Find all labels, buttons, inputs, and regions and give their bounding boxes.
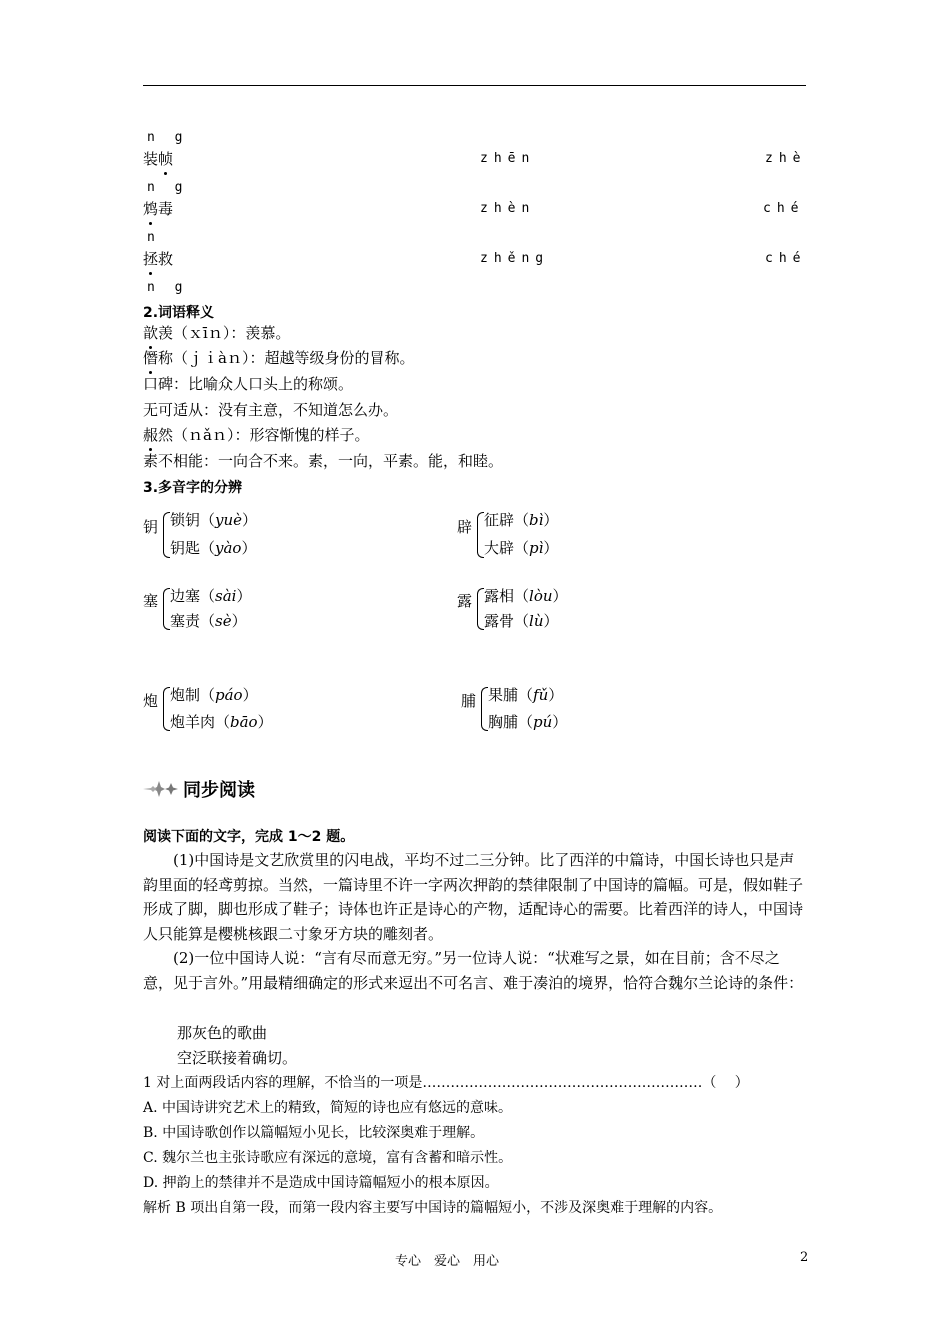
- polyphone-group: [461, 683, 661, 739]
- pinyin-cell: ché: [763, 201, 805, 216]
- poem-line: 空泛联接着确切。: [177, 1049, 298, 1067]
- pinyin-fragment: n g: [147, 130, 189, 145]
- option-b: B. 中国诗歌创作以篇幅短小见长，比较深奥难于理解。: [143, 1125, 485, 1141]
- polyphone-item: 征辟（bì）: [484, 511, 559, 529]
- reading-instruction: 阅读下面的文字，完成 1～2 题。: [143, 829, 355, 845]
- polyphone-item: 边塞（sài）: [170, 587, 252, 605]
- reading-paragraph-1: (1)中国诗是文艺欣赏里的闪电战，平均不过二三分钟。比了西洋的中篇诗，中国长诗也只是声韵里面的轻鸢剪掠。当然，一篇诗里不许一字两次押韵的禁律限制了中国诗的篇幅。可是，假如鞋子形成了脚，脚也形成了鞋子；诗体也许正是诗心的产物，适配诗心的需要。比着西洋的诗人，中国诗人只能算是樱桃核跟二寸象牙方块的雕刻者。: [143, 851, 804, 943]
- definition-line: [143, 424, 369, 446]
- polyphone-group: [457, 584, 657, 636]
- pinyin-cell: ché: [765, 251, 807, 266]
- sparkle-icon: [143, 779, 179, 799]
- polyphone-char: 辟: [457, 518, 473, 536]
- definition-line: 素不相能：一向合不来。素，一向，平素。能，和睦。: [143, 452, 504, 470]
- header-rule: [143, 85, 806, 86]
- dotted-char: 歆: [143, 324, 159, 342]
- dotted-char: 鸩: [143, 200, 159, 218]
- word-zhuangzhen: 装帧: [143, 150, 174, 168]
- polyphone-item: 胸脯（pú）: [488, 713, 568, 731]
- option-c: C. 魏尔兰也主张诗歌应有深远的意境，富有含蓄和暗示性。: [143, 1150, 513, 1166]
- brace: [477, 512, 484, 558]
- reading-title-text: 同步阅读: [183, 780, 255, 801]
- definition-line: 无可适从：没有主意，不知道怎么办。: [143, 401, 399, 419]
- polyphone-item: 炮制（páo）: [170, 686, 258, 704]
- reading-paragraph-2: (2)一位中国诗人说：“言有尽而意无穷。”另一位诗人说：“状难写之景，如在目前；含不尽之意，见于言外。”用最精细确定的形式来逗出不可名言、难于凑泊的境界，恰符合魏尔兰论诗的条件：: [143, 949, 804, 992]
- dotted-char: 拯: [143, 250, 159, 268]
- polyphone-char: 脯: [461, 692, 477, 710]
- word-zhendu: 鸩毒: [143, 200, 174, 218]
- brace: [163, 687, 170, 731]
- reading-section-title: [143, 776, 255, 802]
- brace: [163, 512, 170, 558]
- question-1: 1 对上面两段话内容的理解，不恰当的一项是……………………………………………………（ ）: [143, 1075, 749, 1091]
- polyphone-item: 炮羊肉（bāo）: [170, 713, 273, 731]
- pinyin-cell: zhèn: [480, 201, 536, 216]
- section-heading: 2.词语释义: [143, 305, 215, 321]
- polyphone-char: 塞: [143, 592, 159, 610]
- dotted-char: 赧: [143, 426, 159, 444]
- polyphone-group: [143, 683, 343, 739]
- polyphone-group: [143, 584, 343, 636]
- definition-text: 称（ｊｉàｎ）：超越等级身份的冒称。: [158, 349, 415, 367]
- pinyin-cell: zhěng: [480, 251, 550, 266]
- definition-text: 羡（ｘīｎ）：羡慕。: [158, 324, 291, 342]
- poem-line: 那灰色的歌曲: [177, 1024, 268, 1042]
- option-a: A. 中国诗讲究艺术上的精致，简短的诗也应有悠远的意味。: [143, 1100, 513, 1116]
- definition-text: 然（ｎǎｎ）：形容惭愧的样子。: [158, 426, 370, 444]
- polyphone-char: 钥: [143, 518, 159, 536]
- dotted-char: 僭: [143, 349, 159, 367]
- brace: [481, 687, 488, 731]
- footer-motto: 专心 爱心 用心: [395, 1254, 500, 1269]
- pinyin-cell: zhēn: [480, 151, 536, 166]
- polyphone-item: 露骨（lù）: [484, 612, 559, 630]
- page-number: 2: [800, 1250, 809, 1265]
- pinyin-fragment: n g: [147, 280, 189, 295]
- section-heading: 3.多音字的分辨: [143, 480, 243, 496]
- polyphone-group: [457, 508, 657, 564]
- brace: [163, 588, 170, 630]
- definition-line: [143, 347, 414, 369]
- polyphone-item: 大辟（pì）: [484, 539, 559, 557]
- brace: [477, 588, 484, 630]
- polyphone-group: [143, 508, 343, 564]
- word-zhengjiu: 拯救: [143, 250, 174, 268]
- analysis: 解析 B 项出自第一段，而第一段内容主要写中国诗的篇幅短小，不涉及深奥难于理解的内容。: [143, 1200, 723, 1216]
- pinyin-fragment: n g: [147, 180, 189, 195]
- polyphone-item: 锁钥（yuè）: [170, 511, 258, 529]
- pinyin-fragment: n: [147, 230, 161, 245]
- polyphone-item: 果脯（fǔ）: [488, 686, 564, 704]
- option-d: D. 押韵上的禁律并不是造成中国诗篇幅短小的根本原因。: [143, 1175, 499, 1191]
- definition-line: [143, 322, 290, 344]
- dotted-char: 帧: [158, 150, 174, 168]
- polyphone-char: 炮: [143, 692, 159, 710]
- pinyin-cell: zhè: [765, 151, 807, 166]
- polyphone-char: 露: [457, 592, 473, 610]
- polyphone-item: 塞责（sè）: [170, 612, 247, 630]
- polyphone-item: 钥匙（yào）: [170, 539, 257, 557]
- definition-line: 口碑：比喻众人口头上的称颂。: [143, 375, 354, 393]
- polyphone-item: 露相（lòu）: [484, 587, 568, 605]
